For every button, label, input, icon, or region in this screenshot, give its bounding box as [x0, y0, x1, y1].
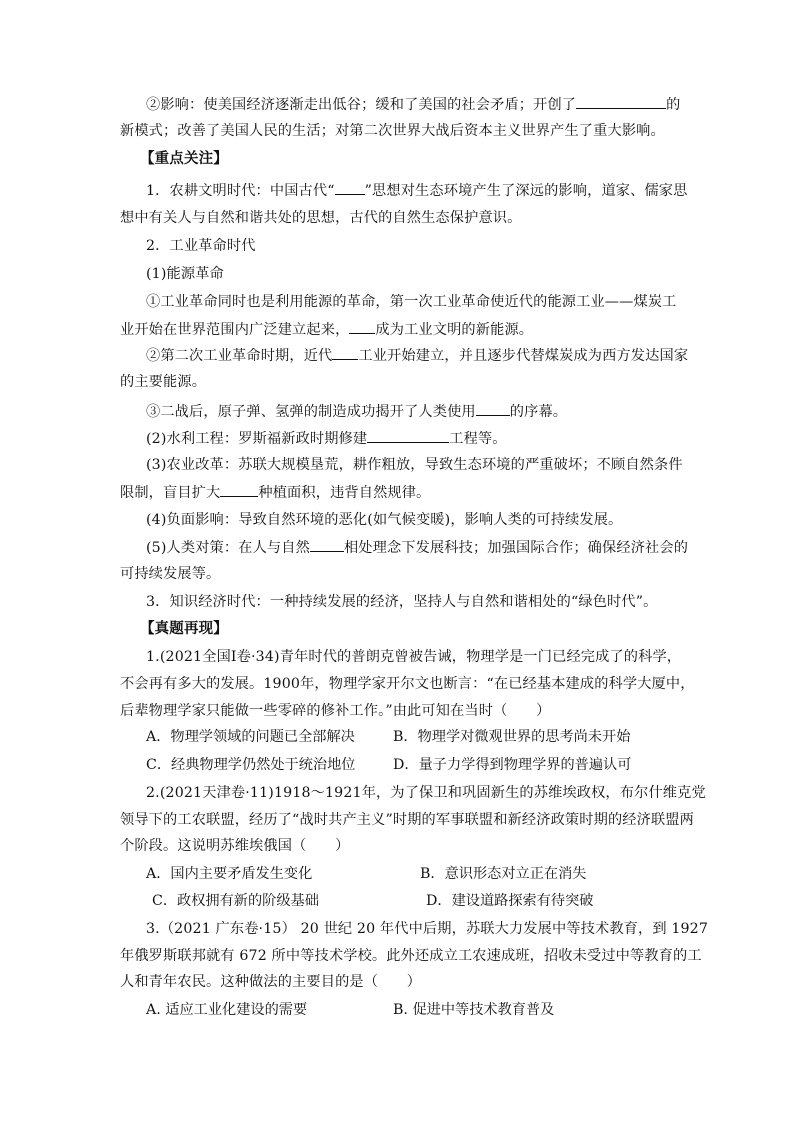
text: 工程等。 [449, 431, 507, 447]
q1-option-d: D．量子力学得到物理学界的普遍认可 [393, 757, 632, 773]
focus-item-2-4: (4)负面影响：导致自然环境的恶化(如气候变暖)，影响人类的可持续发展。 [146, 512, 623, 528]
text: 成为工业文明的新能源。 [375, 322, 534, 338]
q2-option-d: D．建设道路探索有待突破 [426, 893, 594, 909]
section-heading-focus: 【重点关注】 [140, 151, 228, 167]
focus-item-1-line-1 [146, 180, 688, 201]
impact-line-2: 新模式；改善了美国人民的生活；对第二次世界大战后资本主义世界产生了重大影响。 [120, 123, 665, 139]
text: 相处理念下发展科技；加强国际合作；确保经济社会的 [343, 540, 689, 556]
focus-item-2-3-line-2 [120, 482, 680, 503]
focus-item-3: 3．知识经济时代：一种持续发展的经济，坚持人与自然和谐相处的“绿色时代”。 [146, 594, 658, 610]
q2-line-1: 2.(2021天津卷·11)1918～1921年，为了保卫和巩固新生的苏维埃政权，布尔什维克党 [146, 785, 706, 801]
focus-item-2-1-1-line-2 [120, 319, 680, 340]
focus-item-2-1-1-line-1: ①工业革命同时也是利用能源的革命，第一次工业革命使近代的能源工业——煤炭工 [146, 294, 677, 310]
q1-line-2: 不会再有多大的发展。1900年，物理学家开尔文也断言：“在已经基本建成的科学大厦中， [120, 676, 695, 692]
q3-line-3: 人和青年农民。这种做法的主要目的是（ ） [120, 974, 422, 990]
text: ②影响：使美国经济逐渐走出低谷；缓和了美国的社会矛盾；开创了 [146, 97, 577, 113]
q1-line-1: 1.(2021全国Ⅰ卷·34)青年时代的普朗克曾被告诫，物理学是一门已经完成了的科学， [146, 649, 682, 665]
q1-line-3: 后辈物理学家只能做一些零碎的修补工作。”由此可知在当时（ ） [120, 703, 551, 719]
text: (2)水利工程：罗斯福新政时期修建 [146, 431, 368, 447]
focus-item-2-5-line-1 [146, 537, 689, 558]
focus-item-2-1-2-line-2: 的主要能源。 [120, 374, 207, 390]
focus-item-2-5-line-2: 可持续发展等。 [120, 566, 221, 582]
impact-line-1 [146, 94, 680, 115]
fill-blank [367, 428, 449, 443]
focus-item-2-1-3 [146, 401, 680, 422]
q2-option-c: C．政权拥有新的阶级基础 [152, 893, 319, 909]
q1-option-a: A．物理学领域的问题已全部解决 [146, 729, 355, 745]
focus-item-2-3-line-1: (3)农业改革：苏联大规模垦荒，耕作粗放，导致生态环境的严重破坏；不顾自然条件 [146, 457, 683, 473]
text: 的序幕。 [509, 404, 568, 420]
fill-blank [349, 319, 375, 334]
fill-blank [576, 94, 666, 109]
focus-item-2-1-2-line-1 [146, 345, 689, 366]
q2-line-2: 领导下的工农联盟，经历了“战时共产主义”时期的军事联盟和新经济政策时期的经济联盟两 [120, 812, 694, 828]
fill-blank [332, 345, 358, 360]
text: 1．农耕文明时代：中国古代“ [146, 183, 335, 199]
text: ②第二次工业革命时期，近代 [146, 348, 333, 364]
section-heading-exam: 【真题再现】 [140, 621, 228, 637]
q2-option-a: A．国内主要矛盾发生变化 [146, 866, 313, 882]
q1-option-b: B．物理学对微观世界的思考尚未开始 [393, 729, 631, 745]
text: 工业开始建立，并且逐步代替煤炭成为西方发达国家 [358, 348, 689, 364]
focus-item-2: 2．工业革命时代 [146, 238, 256, 254]
fill-blank [476, 401, 510, 416]
text: ③二战后，原子弹、氢弹的制造成功揭开了人类使用 [146, 404, 476, 420]
q2-line-3: 个阶段。这说明苏维埃俄国（ ） [120, 838, 350, 854]
text: 的 [666, 97, 681, 113]
text: 种植面积，违背自然规律。 [258, 485, 431, 501]
q3-option-b: B. 促进中等技术教育普及 [393, 1002, 555, 1018]
focus-item-1-line-2: 想中有关人与自然和谐共处的思想，古代的自然生态保护意识。 [120, 210, 522, 226]
q2-option-b: B．意识形态对立正在消失 [420, 866, 587, 882]
q3-option-a: A. 适应工业化建设的需要 [146, 1002, 308, 1018]
fill-blank [335, 180, 365, 195]
fill-blank [310, 537, 344, 552]
focus-item-2-2 [146, 428, 680, 449]
q3-line-1: 3.（2021 广东卷·15） 20 世纪 20 年代中后期，苏联大力发展中等技术教育，到 1927 [146, 921, 709, 937]
text: 业开始在世界范围内广泛建立起来， [120, 322, 350, 338]
q3-line-2: 年俄罗斯联邦就有 672 所中等技术学校。此外还成立工农速成班，招收未受过中等教育的工 [120, 948, 702, 964]
text: (5)人类对策：在人与自然 [146, 540, 310, 556]
focus-item-2-1: (1)能源革命 [146, 266, 224, 282]
text: 限制，盲目扩大 [120, 485, 221, 501]
fill-blank [220, 482, 258, 497]
text: ”思想对生态环境产生了深远的影响，道家、儒家思 [364, 183, 688, 199]
q1-option-c: C．经典物理学仍然处于统治地位 [146, 757, 356, 773]
